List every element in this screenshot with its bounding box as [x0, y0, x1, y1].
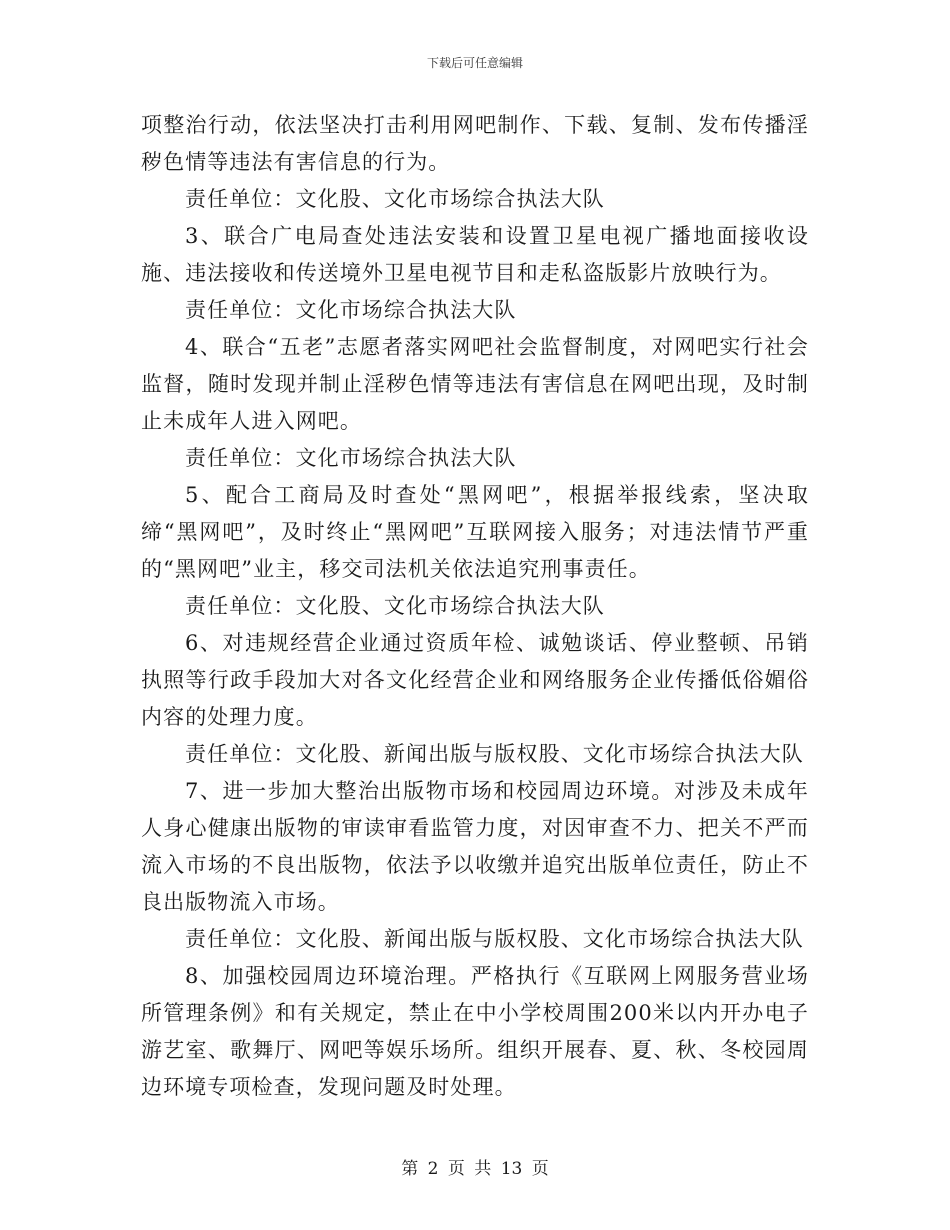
paragraph: 责任单位：文化股、文化市场综合执法大队 — [185, 594, 605, 618]
page-header: 下载后可任意编辑 — [426, 56, 523, 70]
paragraph: 责任单位：文化市场综合执法大队 — [185, 298, 517, 322]
paragraph: 8、加强校园周边环境治理。严格执行《互联网上网服务营业场所管理条例》和有关规定，禁止在中小学校周围200米以内开办电子游艺室、歌舞厅、网吧等娱乐场所。组织开展春、夏、秋、冬校园周边环境专项检查，发现问题及时处理。 — [141, 964, 809, 1099]
paragraph: 项整治行动，依法坚决打击利用网吧制作、下载、复制、发布传播淫秽色情等违法有害信息的行为。 — [141, 113, 809, 174]
paragraph: 责任单位：文化股、新闻出版与版权股、文化市场综合执法大队 — [185, 927, 804, 951]
paragraph: 责任单位：文化股、文化市场综合执法大队 — [185, 187, 605, 211]
paragraph: 4、联合“五老”志愿者落实网吧社会监督制度，对网吧实行社会监督，随时发现并制止淫秽色情等违法有害信息在网吧出现，及时制止未成年人进入网吧。 — [141, 335, 809, 433]
paragraph: 6、对违规经营企业通过资质年检、诚勉谈话、停业整顿、吊销执照等行政手段加大对各文化经营企业和网络服务企业传播低俗媚俗内容的处理力度。 — [141, 631, 809, 729]
paragraph: 责任单位：文化市场综合执法大队 — [185, 446, 517, 470]
paragraph: 3、联合广电局查处违法安装和设置卫星电视广播地面接收设施、违法接收和传送境外卫星电视节目和走私盗版影片放映行为。 — [141, 224, 809, 285]
paragraph: 责任单位：文化股、新闻出版与版权股、文化市场综合执法大队 — [185, 742, 804, 766]
document-body — [141, 107, 809, 1106]
page-number-footer: 第 2 页 共 13 页 — [401, 1159, 549, 1179]
paragraph: 7、进一步加大整治出版物市场和校园周边环境。对涉及未成年人身心健康出版物的审读审看监管力度，对因审查不力、把关不严而流入市场的不良出版物，依法予以收缴并追究出版单位责任，防止不良出版物流入市场。 — [141, 779, 809, 914]
paragraph: 5、配合工商局及时查处“黑网吧”，根据举报线索，坚决取缔“黑网吧”，及时终止“黑网吧”互联网接入服务；对违法情节严重的“黑网吧”业主，移交司法机关依法追究刑事责任。 — [141, 483, 809, 581]
